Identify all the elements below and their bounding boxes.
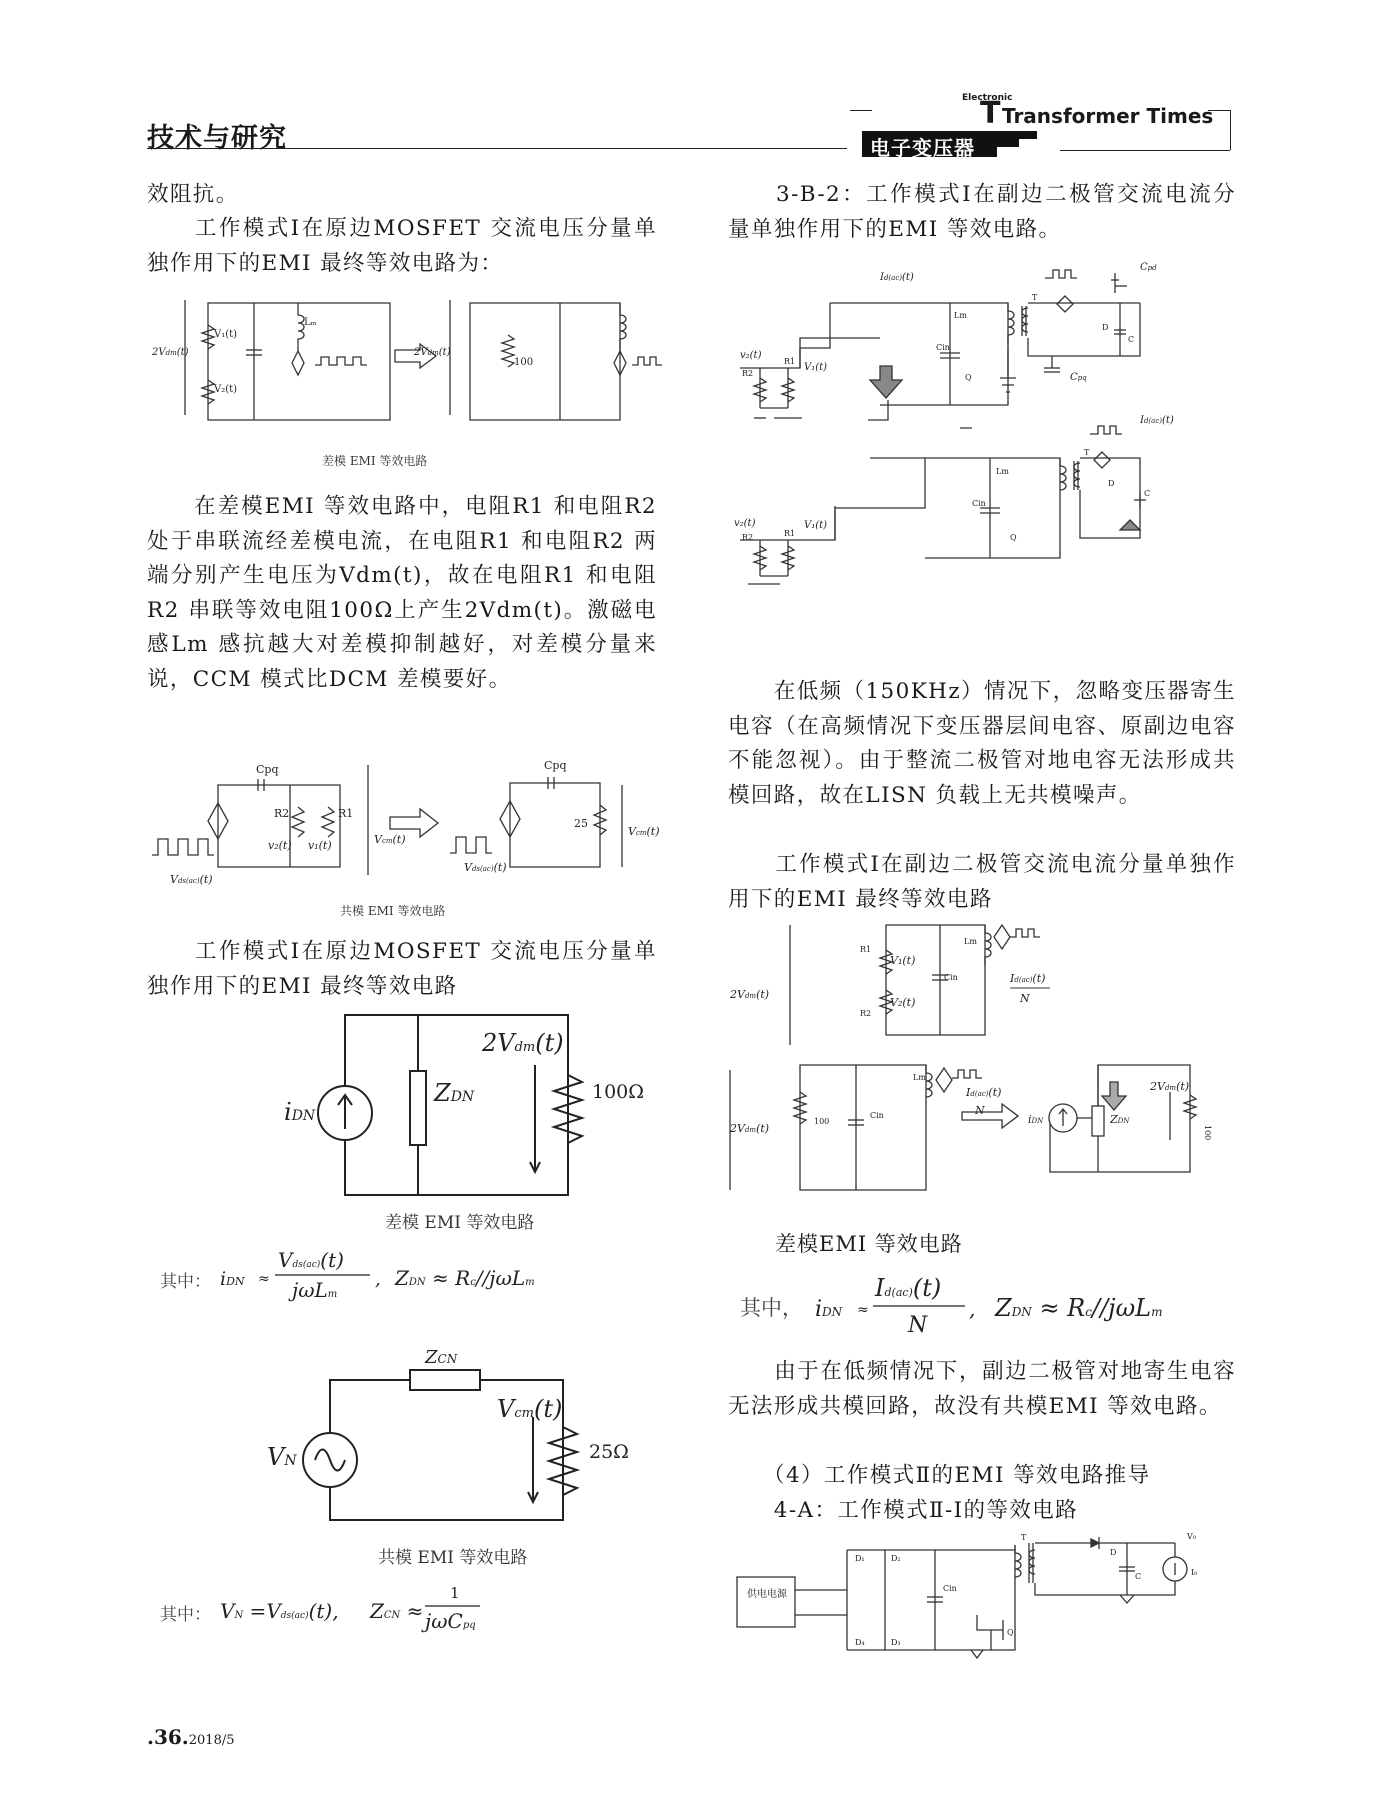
svg-text:N: N (975, 1104, 985, 1117)
svg-text:R2: R2 (860, 1009, 872, 1018)
figure-dm-circuit-large (260, 1005, 660, 1205)
svg-text:Id(ac)(t): Id(ac)(t) (875, 1274, 942, 1302)
caption-5: 差模EMI 等效电路 (775, 1232, 963, 1256)
svg-text:2Vdm(t): 2Vdm(t) (730, 988, 770, 1001)
svg-text:,: , (969, 1297, 976, 1321)
svg-text:Lm: Lm (964, 937, 977, 946)
caption-2: 共模 EMI 等效电路 (340, 904, 446, 918)
right-paragraph-5: （4）工作模式Ⅱ的EMI 等效电路推导 (728, 1463, 1151, 1488)
svg-text:R1: R1 (860, 945, 872, 954)
svg-text:ZDN: ZDN (434, 1079, 475, 1107)
svg-text:Id(ac)(t): Id(ac)(t) (1010, 972, 1046, 985)
svg-text:R1: R1 (784, 529, 796, 538)
svg-text:V₁(t): V₁(t) (804, 520, 828, 531)
r2-label: R2 (274, 807, 290, 820)
svg-text:iDN: iDN (1028, 1113, 1044, 1126)
svg-text:Lm: Lm (996, 467, 1009, 476)
svg-text:V₁(t): V₁(t) (890, 954, 916, 967)
svg-text:V₁(t): V₁(t) (214, 329, 238, 340)
svg-text:v₂(t): v₂(t) (740, 350, 762, 361)
svg-text:,: , (375, 1269, 381, 1290)
svg-text:Cin: Cin (944, 973, 958, 982)
svg-text:C: C (1128, 335, 1135, 344)
svg-text:Q: Q (1010, 533, 1017, 542)
svg-text:Cin: Cin (972, 499, 986, 508)
left-paragraph-3: 工作模式Ⅰ在原边MOSFET 交流电压分量单独作用下的EMI 最终等效电路 (147, 939, 657, 999)
svg-text:V₀: V₀ (1187, 1532, 1196, 1541)
n25-label: 25 (574, 817, 588, 830)
svg-text:N: N (1020, 992, 1030, 1005)
svg-text:C: C (1144, 489, 1151, 498)
magazine-en: Transformer Times (1002, 104, 1214, 128)
svg-text:V₂(t): V₂(t) (214, 384, 238, 395)
svg-text:R1: R1 (784, 357, 796, 366)
svg-text:Vds(ac)(t): Vds(ac)(t) (170, 873, 213, 886)
svg-text:iDN: iDN (815, 1297, 843, 1322)
cpq-label-1: Cpq (256, 763, 279, 776)
figure-mode2-circuit (735, 1532, 1225, 1670)
svg-text:Cin: Cin (936, 343, 950, 352)
svg-text:T: T (1032, 293, 1038, 302)
svg-text:ZCN ≈: ZCN ≈ (370, 1599, 424, 1623)
r100-label: 100Ω (592, 1081, 645, 1103)
svg-text:R2: R2 (742, 369, 754, 378)
svg-text:v₂(t): v₂(t) (734, 518, 756, 529)
formula-2: 其中： VN =Vds(ac)(t), ZCN ≈ 1 jωCpq (160, 1584, 476, 1633)
svg-text:Lₘ: Lₘ (304, 317, 317, 328)
svg-text:D₁: D₁ (855, 1554, 865, 1563)
svg-text:R2: R2 (742, 533, 754, 542)
svg-text:D₂: D₂ (891, 1554, 901, 1563)
svg-text:N: N (908, 1313, 928, 1338)
svg-text:100: 100 (1203, 1125, 1212, 1141)
svg-text:Id(ac)(t): Id(ac)(t) (880, 272, 914, 283)
header-rule-left (147, 148, 847, 149)
right-paragraph-3: 工作模式Ⅰ在副边二极管交流电流分量单独作用下的EMI 最终等效电路 (728, 852, 1236, 912)
svg-text:D₃: D₃ (891, 1638, 901, 1647)
svg-text:T: T (1021, 1533, 1027, 1542)
svg-text:jωCpq: jωCpq (425, 1609, 476, 1633)
right-paragraph-2: 在低频（150KHz）情况下，忽略变压器寄生电容（在高频情况下变压器层间电容、原副边电容不能忽视）。由于整流二极管对地电容无法形成共模回路，故在LISN 负载上无共模噪声。 (728, 679, 1236, 808)
svg-text:Vcm(t): Vcm(t) (497, 1395, 563, 1423)
svg-text:Q: Q (965, 373, 972, 382)
svg-text:T: T (1084, 448, 1090, 457)
formula-3: 其中， iDN ≈ Id(ac)(t) N , ZDN ≈ Rc//jωLm (740, 1274, 1163, 1338)
svg-text:V₂(t): V₂(t) (890, 996, 916, 1009)
svg-text:ZDN ≈ Rc//jωLm: ZDN ≈ Rc//jωLm (995, 1294, 1163, 1322)
svg-text:1: 1 (450, 1584, 460, 1602)
magazine-logo: Electronic Transformer Times T 电子变压器 (850, 92, 1235, 162)
svg-text:2Vdm(t): 2Vdm(t) (152, 347, 189, 358)
svg-text:100: 100 (814, 1117, 830, 1126)
magazine-en-small: Electronic (962, 93, 1013, 103)
svg-text:D: D (1108, 479, 1115, 488)
svg-text:iDN: iDN (220, 1268, 245, 1290)
svg-text:D₄: D₄ (855, 1638, 865, 1647)
svg-text:v₂(t): v₂(t) (268, 839, 292, 852)
left-paragraph-2: 在差模EMI 等效电路中，电阻R1 和电阻R2 处于串联流经差模电流，在电阻R1 和电阻R2 两端分别产生电压为Vdm(t)，故在电阻R1 和电阻R2 串联等效电阻100Ω上产生2Vdm(t)。激磁电感Lm 感抗越大对差模抑制越好，对差模分量来说，CCM 模式比DCM 差模要好。 (147, 494, 666, 692)
svg-text:Id(ac)(t): Id(ac)(t) (1140, 415, 1174, 426)
svg-text:Cin: Cin (870, 1111, 884, 1120)
svg-text:2Vdm(t): 2Vdm(t) (482, 1029, 564, 1057)
svg-text:I₀: I₀ (1191, 1568, 1198, 1577)
svg-text:Q: Q (1007, 1628, 1014, 1637)
svg-text:V₁(t): V₁(t) (804, 362, 828, 373)
svg-text:Vds(ac)(t): Vds(ac)(t) (278, 1248, 344, 1272)
svg-text:≈: ≈ (258, 1271, 270, 1287)
formula-1: 其中： iDN ≈ Vds(ac)(t) jωLm , ZDN ≈ Rc//jωLm (160, 1248, 535, 1302)
svg-text:v₁(t): v₁(t) (308, 839, 332, 852)
svg-text:2Vdm(t): 2Vdm(t) (730, 1122, 770, 1135)
svg-text:ZDN: ZDN (1110, 1113, 1130, 1126)
caption-3: 差模 EMI 等效电路 (385, 1213, 535, 1233)
r1-label: R1 (338, 807, 354, 820)
figure-dm-circuit-small (150, 295, 670, 430)
svg-text:D: D (1102, 323, 1109, 332)
left-paragraph-1: 工作模式Ⅰ在原边MOSFET 交流电压分量单独作用下的EMI 最终等效电路为： (147, 216, 657, 276)
caption-1: 差模 EMI 等效电路 (322, 454, 428, 468)
page-number: .36.2018/5 (147, 1725, 235, 1749)
svg-text:Cpd: Cpd (1140, 262, 1157, 273)
svg-text:Vcm(t): Vcm(t) (628, 825, 660, 838)
svg-text:2Vdm(t): 2Vdm(t) (1150, 1080, 1190, 1093)
figure-cm-circuit-small (150, 745, 660, 890)
svg-text:Vcm(t): Vcm(t) (374, 833, 406, 846)
svg-text:Cpq: Cpq (1070, 372, 1087, 383)
svg-text:C: C (1135, 1572, 1142, 1581)
svg-text:2Vdm(t): 2Vdm(t) (414, 347, 451, 358)
svg-text:VN =Vds(ac)(t),: VN =Vds(ac)(t), (220, 1599, 339, 1623)
figure-cm-circuit-large (255, 1345, 655, 1535)
section-title: 技术与研究 (147, 123, 287, 154)
r25-label: 25Ω (589, 1441, 629, 1463)
right-paragraph-4: 由于在低频情况下，副边二极管对地寄生电容无法形成共模回路，故没有共模EMI 等效电路。 (728, 1359, 1236, 1419)
svg-text:Lm: Lm (913, 1073, 926, 1082)
caption-4: 共模 EMI 等效电路 (378, 1548, 528, 1568)
svg-text:ZDN ≈ Rc//jωLm: ZDN ≈ Rc//jωLm (395, 1266, 535, 1290)
svg-text:VN: VN (267, 1443, 297, 1471)
svg-text:ZCN: ZCN (425, 1347, 458, 1368)
svg-text:Lm: Lm (954, 311, 967, 320)
svg-text:iDN: iDN (284, 1098, 316, 1126)
svg-text:Cin: Cin (943, 1584, 957, 1593)
svg-text:Vds(ac)(t): Vds(ac)(t) (464, 861, 507, 874)
svg-text:Id(ac)(t): Id(ac)(t) (966, 1086, 1002, 1099)
figure-secondary-diode-circuit (734, 258, 1220, 648)
cpq-label-2: Cpq (544, 759, 567, 772)
svg-text:≈: ≈ (857, 1302, 869, 1318)
right-paragraph-1: 3-B-2：工作模式Ⅰ在副边二极管交流电流分量单独作用下的EMI 等效电路。 (728, 182, 1236, 242)
magazine-cn: 电子变压器 (870, 136, 975, 160)
supply-label: 供电电源 (747, 1589, 787, 1600)
svg-text:jωLm: jωLm (292, 1278, 338, 1302)
figure-dm-final-circuit (730, 920, 1240, 1210)
left-paragraph-0: 效阻抗。 (147, 182, 239, 207)
svg-text:100: 100 (514, 357, 534, 368)
right-paragraph-6: 4-A：工作模式Ⅱ-Ⅰ的等效电路 (728, 1498, 1079, 1523)
svg-text:D: D (1110, 1548, 1117, 1557)
